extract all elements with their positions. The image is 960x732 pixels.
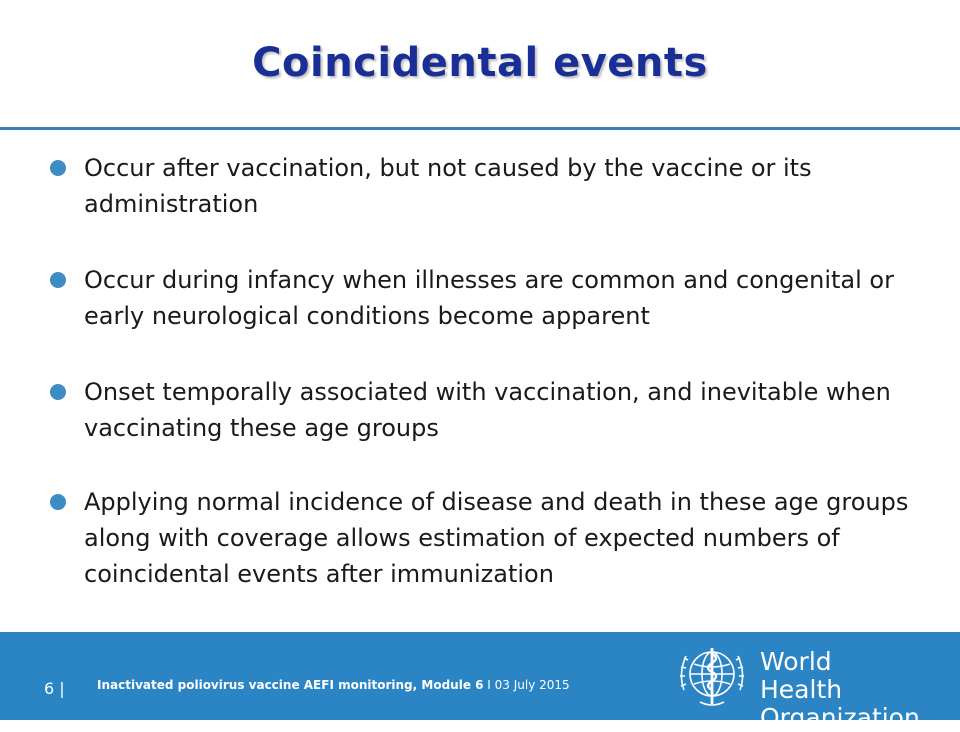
bullet-text: Onset temporally associated with vaccination, and inevitable when vaccinating these age groups (84, 378, 891, 442)
bullet-dot-icon (50, 384, 66, 400)
footer-date: 03 July 2015 (494, 678, 570, 692)
bullet-text: Occur during infancy when illnesses are common and congenital or early neurological conditions become apparent (84, 266, 894, 330)
who-wordmark (760, 648, 920, 732)
slide-title: Coincidental events (252, 40, 708, 86)
bullet-item (50, 374, 930, 446)
title-divider (0, 127, 960, 130)
bullet-text: Occur after vaccination, but not caused by the vaccine or its administration (84, 154, 812, 218)
footer-bar (0, 632, 960, 732)
who-logo (672, 638, 920, 732)
bullet-item (50, 150, 930, 222)
bullet-dot-icon (50, 272, 66, 288)
bullet-text: Applying normal incidence of disease and death in these age groups along with coverage allows estimation of expected numbers of coincidental events after immunization (84, 488, 909, 588)
bullet-item (50, 484, 930, 592)
bullet-dot-icon (50, 160, 66, 176)
course-title: Inactivated poliovirus vaccine AEFI monitoring, Module 6 (97, 678, 484, 692)
page-number: 6 | (44, 679, 65, 698)
who-wordmark-line1: World Health (760, 647, 843, 704)
who-wordmark-line2: Organization (760, 703, 920, 732)
bullet-dot-icon (50, 494, 66, 510)
bullet-item (50, 262, 930, 334)
footer-caption (97, 677, 697, 694)
who-emblem-icon (672, 638, 752, 714)
footer-separator: I (483, 678, 495, 692)
